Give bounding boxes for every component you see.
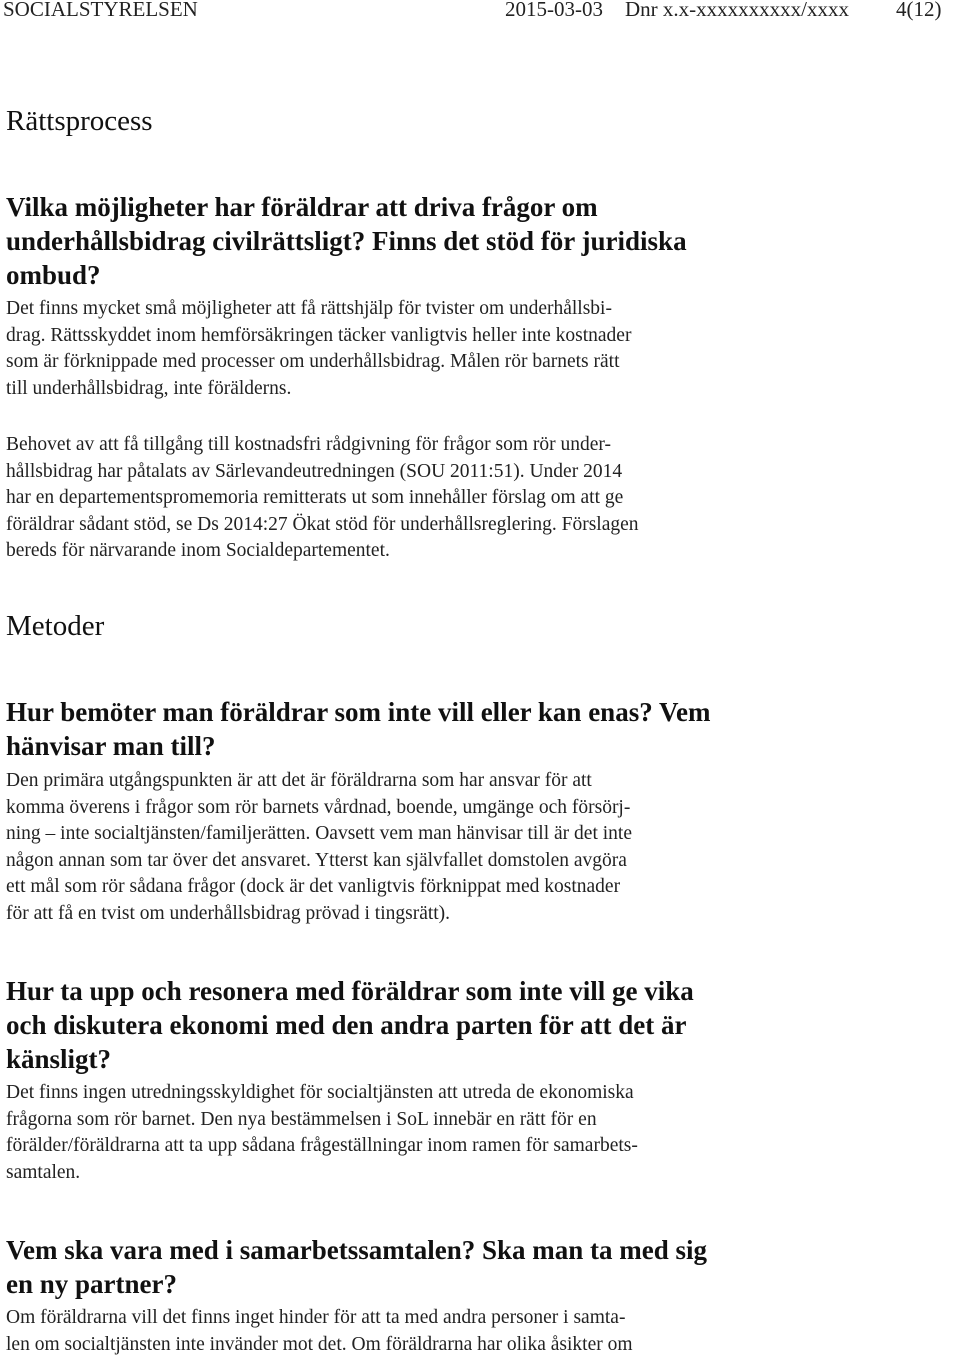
paragraph-utredningsskyldighet: Det finns ingen utredningsskyldighet för socialtjänsten att utreda de ekonomiska frågorna som rör barnet. Den nya bestämmelsen i SoL innebär en rätt för en förälder/föräldrarna att ta upp sådana frågeställningar inom ramen för samarbets- samtalen. [6, 1082, 638, 1183]
question-heading-civilrattsligt: Vilka möjligheter har föräldrar att driva frågor om underhållsbidrag civilrättsligt? Finns det stöd för juridiska ombud? [6, 192, 687, 290]
section-title-rattsprocess: Rättsprocess [6, 105, 153, 137]
page-number: 4(12) [896, 0, 942, 21]
document-number: Dnr x.x-xxxxxxxxxx/xxxx [625, 0, 849, 21]
paragraph-utgangspunkt: Den primära utgångspunkten är att det är föräldrarna som har ansvar för att komma överens i frågor som rör barnets vårdnad, boende, umgänge och försörj- ning – inte socialtjänsten/familjerätten. Oavsett vem man hänvisar till är det inte någon annan som tar över det ansvaret. Ytterst kan självfallet domstolen avgöra ett mål som rör sådana frågor (dock är det vanligtvis förknippat med kostnader för att få en tvist om underhållsbidrag prövad i tingsrätt). [6, 770, 632, 924]
paragraph-radgivning: Behovet av att få tillgång till kostnadsfri rådgivning för frågor som rör under- hållsbidrag har påtalats av Särlevandeutredningen (SOU 2011:51). Under 2014 har en departementspromemoria remitterats ut som innehåller förslag om att ge föräldrar sådant stöd, se Ds 2014:27 Ökat stöd för underhållsreglering. Förslagen bereds för närvarande inom Socialdepartementet. [6, 434, 639, 561]
question-heading-ekonomi: Hur ta upp och resonera med föräldrar som inte vill ge vika och diskutera ekonomi med den andra parten för att det är känsligt? [6, 976, 694, 1074]
paragraph-rattshjalp: Det finns mycket små möjligheter att få rättshjälp för tvister om underhållsbi- drag. Rättsskyddet inom hemförsäkringen täcker vanligtvis heller inte kostnader som är förknippade med processer om underhållsbidrag. Målen rör barnets rätt till underhållsbidrag, inte förälderns. [6, 298, 632, 399]
page-header [0, 0, 960, 24]
document-date: 2015-03-03 [505, 0, 603, 21]
question-heading-bemota: Hur bemöter man föräldrar som inte vill eller kan enas? Vem hänvisar man till? [6, 697, 711, 761]
question-heading-samarbetssamtal: Vem ska vara med i samarbetssamtalen? Ska man ta med sig en ny partner? [6, 1235, 707, 1299]
section-title-metoder: Metoder [6, 610, 105, 642]
org-name: SOCIALSTYRELSEN [3, 0, 198, 21]
paragraph-andra-personer: Om föräldrarna vill det finns inget hinder för att ta med andra personer i samta- len om socialtjänsten inte invänder mot det. Om föräldrarna har olika åsikter om [6, 1307, 633, 1355]
